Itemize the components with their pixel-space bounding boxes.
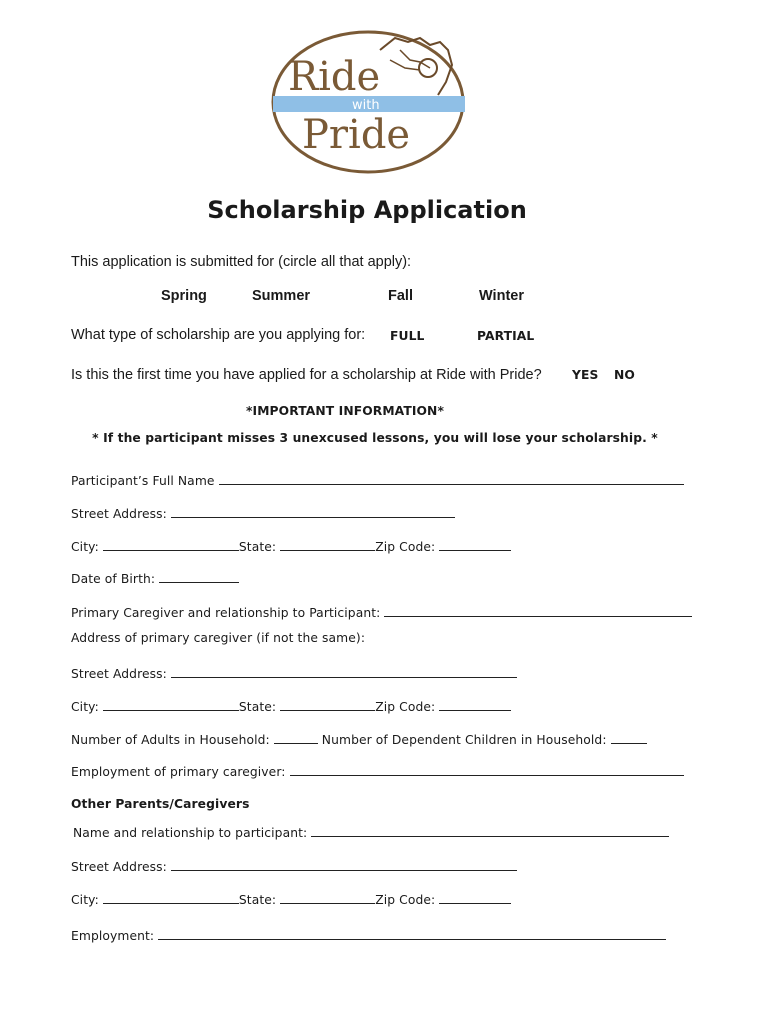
other-zip-field[interactable] [439, 891, 511, 904]
caregiver-label: Primary Caregiver and relationship to Participant: [71, 606, 381, 620]
caregiver-state-label: State: [238, 700, 277, 714]
other-name-field[interactable] [311, 824, 669, 837]
dob-label: Date of Birth: [71, 572, 156, 586]
full-name-label: Participant’s Full Name [71, 474, 215, 488]
other-name-row [73, 824, 669, 840]
caregiver-row [71, 604, 692, 620]
caregiver-city-field[interactable] [103, 698, 239, 711]
answer-yes[interactable]: YES [572, 368, 599, 382]
ride-with-pride-logo [270, 20, 470, 180]
city-field[interactable] [103, 538, 239, 551]
adults-label: Number of Adults in Household: [71, 733, 270, 747]
caregiver-city-label: City: [71, 700, 99, 714]
adults-field[interactable] [274, 731, 318, 744]
season-option-summer[interactable]: Summer [252, 288, 311, 304]
street-field[interactable] [171, 505, 455, 518]
city-label: City: [71, 540, 99, 554]
employment-row [71, 927, 666, 943]
employment-primary-label: Employment of primary caregiver: [71, 765, 286, 779]
page-title: Scholarship Application [207, 196, 527, 224]
children-label: Number of Dependent Children in Household: [321, 733, 607, 747]
caregiver-street-field[interactable] [171, 665, 517, 678]
caregiver-zip-label: Zip Code: [375, 700, 436, 714]
children-field[interactable] [611, 731, 647, 744]
svg-text:with: with [352, 98, 380, 113]
other-zip-label: Zip Code: [375, 893, 436, 907]
state-field[interactable] [280, 538, 375, 551]
important-note: * If the participant misses 3 unexcused lessons, you will lose your scholarship. * [92, 431, 658, 445]
svg-text:Ride: Ride [288, 54, 381, 100]
season-option-spring[interactable]: Spring [161, 288, 207, 304]
employment-primary-field[interactable] [290, 763, 684, 776]
svg-text:Pride: Pride [302, 112, 411, 158]
city-state-zip-row [71, 538, 511, 554]
other-name-label: Name and relationship to participant: [73, 826, 308, 840]
important-heading: *IMPORTANT INFORMATION* [246, 404, 444, 418]
street-row [71, 505, 455, 521]
other-state-label: State: [238, 893, 277, 907]
caregiver-street-label: Street Address: [71, 667, 167, 681]
season-option-winter[interactable]: Winter [479, 288, 524, 304]
type-option-full[interactable]: FULL [390, 329, 425, 343]
other-street-field[interactable] [171, 858, 517, 871]
employment-field[interactable] [158, 927, 666, 940]
caregiver-state-field[interactable] [280, 698, 375, 711]
full-name-row [71, 472, 684, 488]
employment-label: Employment: [71, 929, 155, 943]
caregiver-field[interactable] [384, 604, 692, 617]
state-label: State: [238, 540, 277, 554]
other-city-label: City: [71, 893, 99, 907]
other-city-state-zip-row [71, 891, 511, 907]
caregiver-address-label: Address of primary caregiver (if not the same): [71, 631, 366, 645]
other-state-field[interactable] [280, 891, 375, 904]
other-caregivers-heading: Other Parents/Caregivers [71, 797, 250, 811]
dob-field[interactable] [159, 570, 239, 583]
full-name-field[interactable] [219, 472, 684, 485]
street-label: Street Address: [71, 507, 167, 521]
answer-no[interactable]: NO [614, 368, 635, 382]
type-option-partial[interactable]: PARTIAL [477, 329, 535, 343]
zip-field[interactable] [439, 538, 511, 551]
season-option-fall[interactable]: Fall [388, 288, 413, 304]
caregiver-city-state-zip-row [71, 698, 511, 714]
employment-primary-row [71, 763, 684, 779]
other-street-label: Street Address: [71, 860, 167, 874]
caregiver-zip-field[interactable] [439, 698, 511, 711]
season-prompt: This application is submitted for (circle all that apply): [71, 254, 412, 270]
other-city-field[interactable] [103, 891, 239, 904]
other-street-row [71, 858, 517, 874]
dob-row [71, 570, 239, 586]
type-prompt: What type of scholarship are you applying for: [71, 327, 366, 343]
caregiver-street-row [71, 665, 517, 681]
first-time-prompt: Is this the first time you have applied for a scholarship at Ride with Pride? [71, 367, 542, 383]
household-row [71, 731, 647, 747]
zip-label: Zip Code: [375, 540, 436, 554]
